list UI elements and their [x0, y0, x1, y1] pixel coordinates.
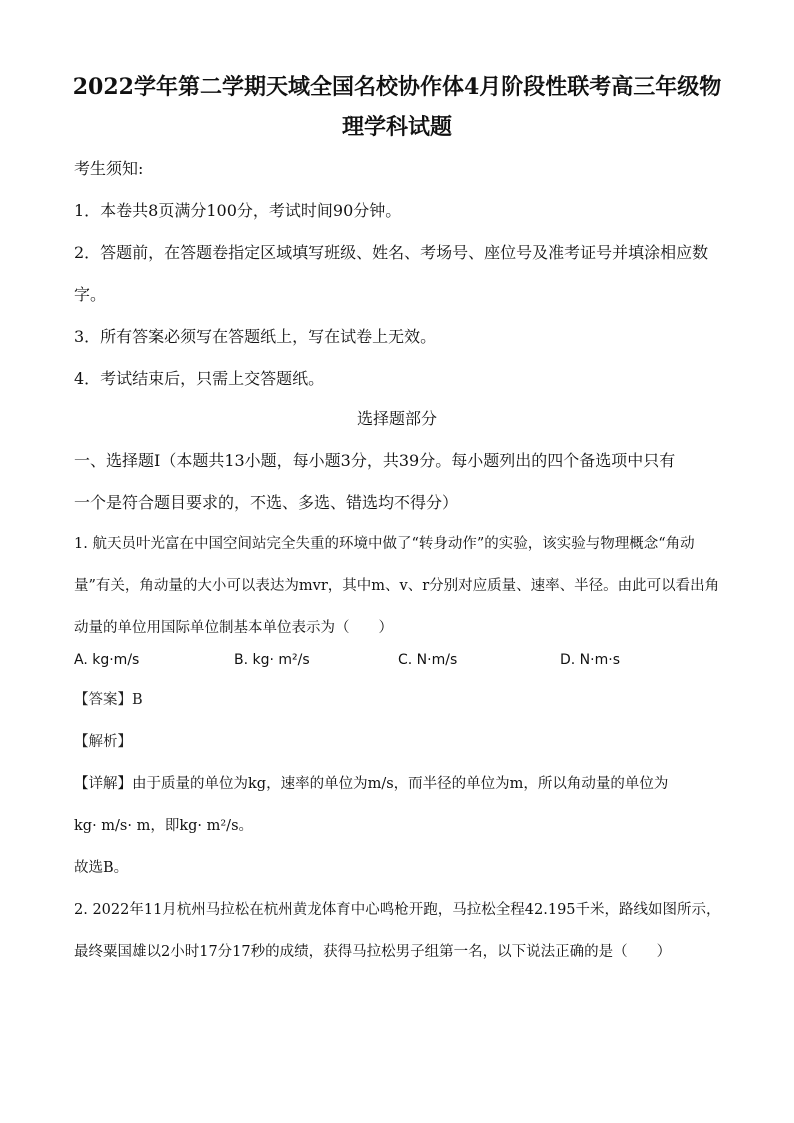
notice-item-2: 2．答题前，在答题卷指定区域填写班级、姓名、考场号、座位号及准考证号并填涂相应数 [74, 243, 709, 262]
notice-heading: 考生须知: [74, 159, 144, 178]
q2-stem-line1: 2. 2022年11月杭州马拉松在杭州黄龙体育中心鸣枪开跑，马拉松全程42.195千米，路线如图所示， [74, 902, 721, 918]
q1-option-c: C. N·m/s [398, 652, 458, 668]
q2-stem-line2: 最终粟国雄以2小时17分17秒的成绩，获得马拉松男子组第一名，以下说法正确的是（ ） [74, 944, 672, 960]
q1-analysis-label: 【解析】 [74, 734, 132, 750]
q1-option-b: B. kg· m²/s [234, 652, 310, 668]
q1-stem-line1: 1. 航天员叶光富在中国空间站完全失重的环境中做了“转身动作”的实验，该实验与物理概念“角动 [74, 536, 695, 552]
q1-conclusion: 故选B。 [74, 860, 129, 876]
q1-detail-line2: kg· m/s· m，即kg· m²/s。 [74, 818, 254, 834]
q1-stem-line2: 量”有关，角动量的大小可以表达为mvr，其中m、v、r分别对应质量、速率、半径。由此可以看出角 [74, 578, 720, 594]
section-instruction-line1: 一、选择题Ⅰ（本题共13小题，每小题3分，共39分。每小题列出的四个备选项中只有 [74, 451, 676, 470]
exam-title-line1: 2022学年第二学期天域全国名校协作体4月阶段性联考高三年级物 [72, 74, 722, 100]
section-title: 选择题部分 [356, 409, 437, 428]
q1-detail-line1: 【详解】由于质量的单位为kg，速率的单位为m/s，而半径的单位为m，所以角动量的单位为 [74, 776, 669, 792]
notice-item-1: 1．本卷共8页满分100分，考试时间90分钟。 [74, 201, 402, 220]
q1-stem-line3: 动量的单位用国际单位制基本单位表示为（ ） [74, 620, 393, 636]
q1-option-d: D. N·m·s [560, 652, 620, 668]
notice-item-2-continued: 字。 [74, 285, 107, 304]
q1-option-a: A. kg·m/s [74, 652, 140, 668]
notice-item-4: 4．考试结束后，只需上交答题纸。 [74, 369, 325, 388]
notice-item-3: 3．所有答案必须写在答题纸上，写在试卷上无效。 [74, 327, 437, 346]
section-instruction-line2: 一个是符合题目要求的，不选、多选、错选均不得分） [74, 493, 459, 512]
exam-title-line2: 理学科试题 [341, 114, 452, 140]
q1-answer: 【答案】B [74, 692, 143, 708]
